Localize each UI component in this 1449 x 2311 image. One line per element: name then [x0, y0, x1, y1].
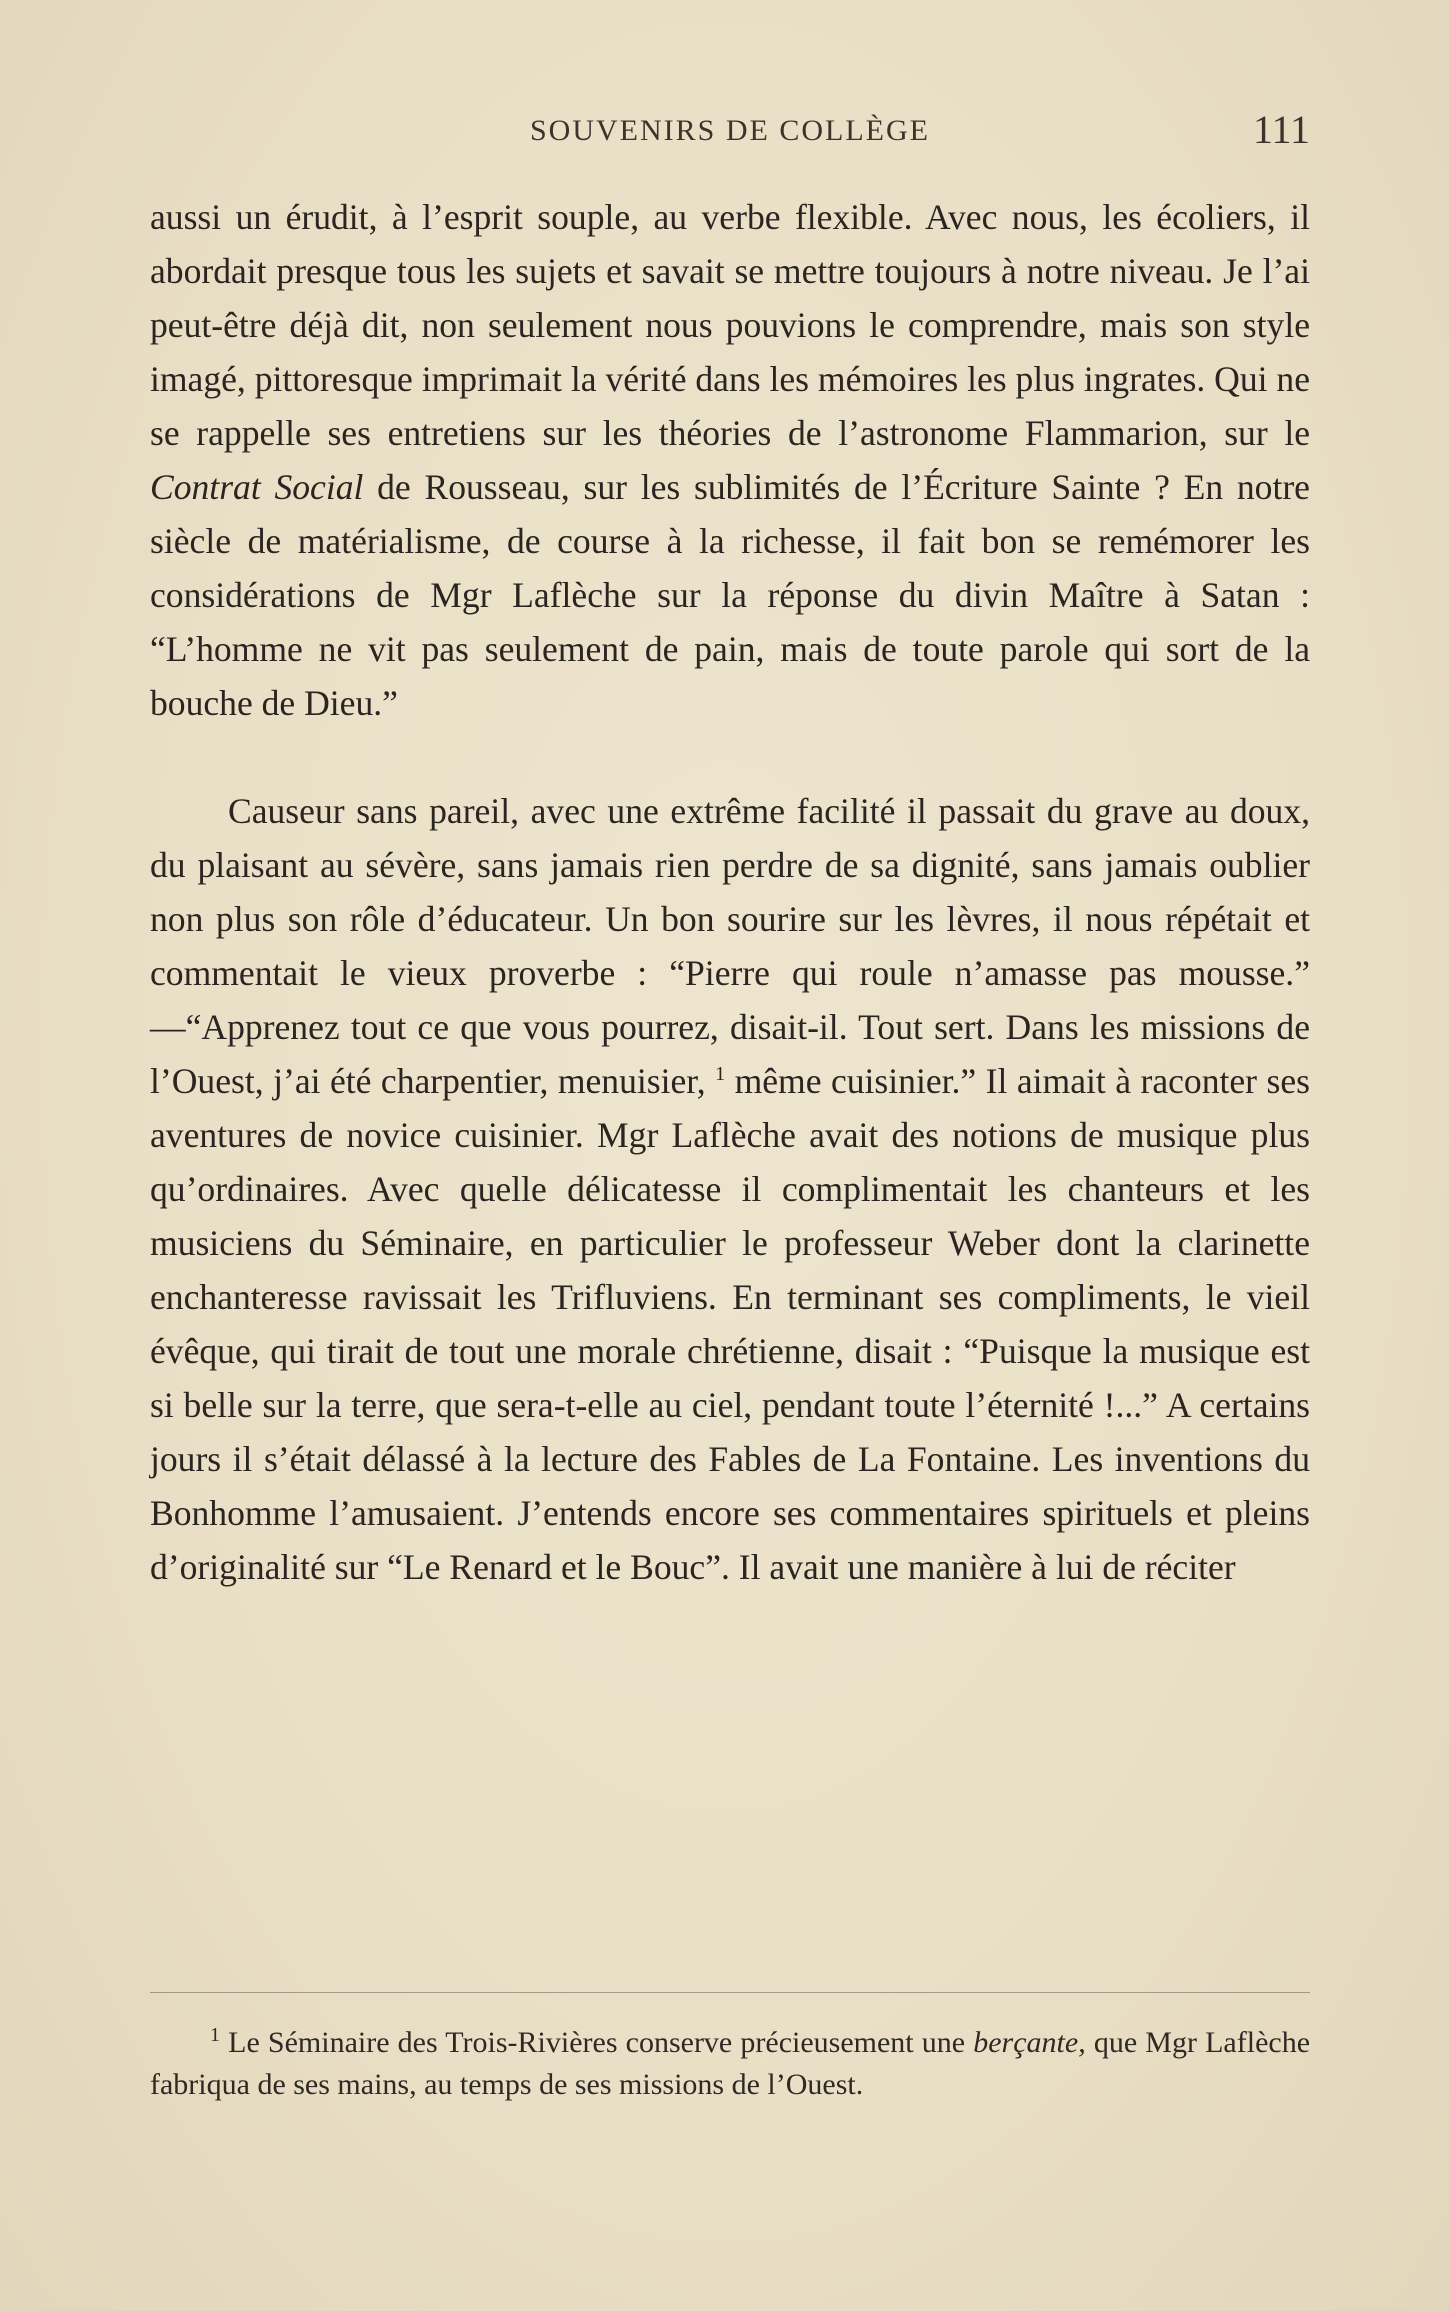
footnote-divider [150, 1992, 1310, 1993]
paragraph-text: de Rousseau, sur les sublimités de l’Écriture Sainte ? En notre siècle de matérialisme, de course à la richesse, il fait bon se remémorer les considérations de Mgr Laflèche sur la réponse du divin Maître à Satan : “L’homme ne vit pas seulement de pain, mais de toute parole qui sort de la bouche de Dieu.” [150, 467, 1310, 723]
page-number: 111 [1252, 107, 1310, 152]
paragraph [150, 784, 1310, 1594]
running-title: SOUVENIRS DE COLLÈGE [530, 114, 930, 147]
footnote-text: que Mgr Laflèche fabriqua de ses mains, au temps de ses missions de l’Ouest. [150, 2026, 1311, 2101]
footnote-marker: 1 [210, 2024, 220, 2046]
footnote [150, 2022, 1310, 2106]
paragraph-text: aussi un érudit, à l’esprit souple, au verbe flexible. Avec nous, les écoliers, il abordait presque tous les sujets et savait se mettre toujours à notre niveau. Je l’ai peut-être déjà dit, non seulement nous pouvions le comprendre, mais son style imagé, pittoresque imprimait la vérité dans les mémoires les plus ingrates. Qui ne se rappelle ses entretiens sur les théories de l’astronome Flammarion, sur le [150, 197, 1310, 453]
footnote-reference: 1 [715, 1063, 726, 1086]
paragraph [150, 190, 1310, 730]
footnote-text: Le Séminaire des Trois-Rivières conserve précieusement une [228, 2026, 966, 2059]
italic-title: Contrat Social [150, 467, 364, 507]
footnote-italic-word: berçante, [973, 2026, 1086, 2059]
running-head [150, 106, 1310, 152]
paragraph-text: même cuisinier.” Il aimait à raconter ses aventures de novice cuisinier. Mgr Laflèche avait des notions de musique plus qu’ordinaires. Avec quelle délicatesse il complimentait les chanteurs et les musiciens du Séminaire, en particulier le professeur Weber dont la clarinette enchanteresse ravissait les Trifluviens. En terminant ses compliments, le vieil évêque, qui tirait de tout une morale chrétienne, disait : “Puisque la musique est si belle sur la terre, que sera-t-elle au ciel, pendant toute l’éternité !...” A certains jours il s’était délassé à la lecture des Fables de La Fontaine. Les inventions du Bonhomme l’amusaient. J’entends encore ses commentaires spirituels et pleins d’originalité sur “Le Renard et le Bouc”. Il avait une manière à lui de réciter [150, 1061, 1310, 1587]
body-text [150, 190, 1310, 1594]
paragraph-text: Causeur sans pareil, avec une extrême facilité il passait du grave au doux, du plaisant au sévère, sans jamais rien perdre de sa dignité, sans jamais oublier non plus son rôle d’éducateur. Un bon sourire sur les lèvres, il nous répétait et commentait le vieux proverbe : “Pierre qui roule n’amasse pas mousse.” —“Apprenez tout ce que vous pourrez, disait-il. Tout sert. Dans les missions de l’Ouest, j’ai été charpentier, menuisier, [150, 791, 1310, 1101]
